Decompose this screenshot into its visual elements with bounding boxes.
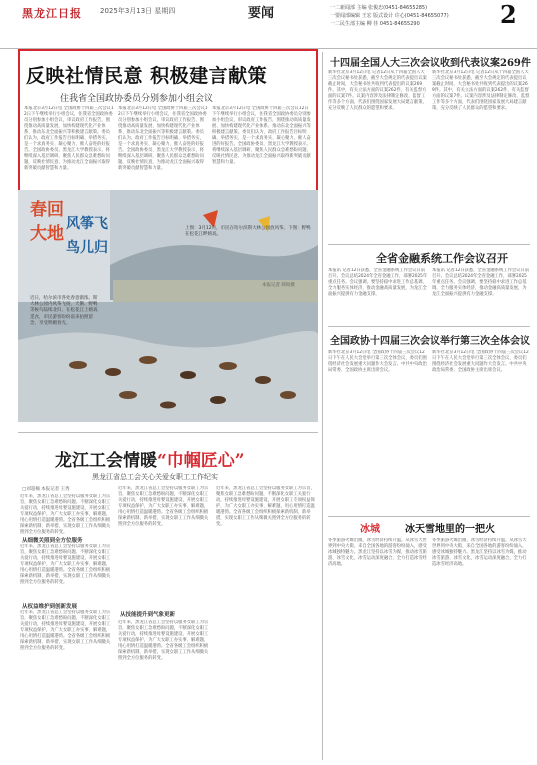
union-body: 近年来，黑龙江省总工会坚持以服务女职工为宗旨，聚焦女职工急难愁盼问题，不断深化女职工关爱行动，持续推进母婴设施建设，开展女职工专项权益保护，为广大女职工办实事、解难题，用心用情打造温暖港湾。全省各级工会组织积极探索新机制、新举措，实现女职工工作从细微关照到全方位服务的转变。 <box>20 610 111 651</box>
union-subhead: 从技能提升到气象更新 <box>120 612 176 618</box>
lead-subheadline: 住我省全国政协委员分别参加小组会议 <box>60 94 214 104</box>
divider <box>18 432 318 433</box>
ice-banner-label: 冰城 <box>360 524 380 535</box>
lead-body-col-1: 本报北京3月12日电 全国政协十四届三次会议12日下午继续举行小组会议，住我省全国政协委员分别参加小组会议，审议政府工作报告，围绕推动高质量发展、加快构建现代化产业体系、推动东北全面振兴等积极建言献策。委员们认为，政府工作报告目标明确、举措务实，是一个求真务实、凝心聚力、催人奋进的好报告。全国政协委员、黑龙江大学教授表示，将继续深入基层调研，聚焦人民群众急难愁盼问题，反映社情民意，为推动龙江全面振兴取得新突破贡献智慧和力量。 <box>24 106 114 171</box>
ice-headline: 冰天雪地里的一把火 <box>405 524 495 535</box>
contact-line: 一二民生部主编 柳 佳 0451-84655290 <box>330 21 420 27</box>
npc-headline: 十四届全国人大三次会议收到代表议案269件 <box>330 58 531 69</box>
masthead <box>0 0 537 49</box>
cppcc-headline: 全国政协十四届三次会议举行第三次全体会议 <box>330 336 530 347</box>
union-headline-black: 龙江工会情暖 <box>55 451 157 471</box>
column-divider <box>322 52 323 760</box>
divider <box>328 244 530 245</box>
section-name: 要闻 <box>248 6 275 21</box>
page-number: 2 <box>500 0 517 29</box>
union-byline: □刘超楠 本报记者 王秀 <box>22 487 70 492</box>
finance-headline: 全省金融系统工作会议召开 <box>376 252 508 265</box>
dateline: 2025年3月13日 星期四 <box>100 7 176 15</box>
photo-text: 近日，哈尔滨市各处春意渐浓。斯大林公园内风筝飞扬，天鹅、野鸭等候鸟陆续北归，在松花江上嬉戏觅食，市民游客纷纷前来拍照留念，享受明媚春光。 <box>30 296 98 326</box>
ice-body: 冬季旅游火爆出圈，冰雪经济持续升温。从冰雪大世界到中央大街，来自全国各地的游客纷纷涌入，感受冰城独特魅力。黑龙江坚持以冰雪为媒，推动冰雪旅游、冰雪文化、冰雪运动深度融合，全力打造冰雪经济高地。 <box>328 538 427 567</box>
divider <box>328 516 530 517</box>
union-body: 近年来，黑龙江省总工会坚持以服务女职工为宗旨，聚焦女职工急难愁盼问题，不断深化女职工关爱行动，持续推进母婴设施建设，开展女职工专项权益保护，为广大女职工办实事、解难题，用心用情打造温暖港湾。全省各级工会组织积极探索新机制、新举措，实现女职工工作从细微关照到全方位服务的转变。 <box>20 494 111 534</box>
union-body: 近年来，黑龙江省总工会坚持以服务女职工为宗旨，聚焦女职工急难愁盼问题，不断深化女职工关爱行动，持续推进母婴设施建设，开展女职工专项权益保护，为广大女职工办实事、解难题，用心用情打造温暖港湾。全省各级工会组织积极探索新机制、新举措，实现女职工工作从细微关照到全方位服务的转变。 <box>118 486 209 527</box>
contact-line: 一二新闻部 主编 张俊忠(0451-84655285) <box>330 5 428 11</box>
union-subhead: 从细微关照到全方位服务 <box>22 538 83 544</box>
photo-caption: 上图：3月12日，市民在哈尔滨斯大林公园放风筝。下图：野鸭在松花江畔嬉戏。 <box>185 226 311 238</box>
photo-headline-kite: 风筝飞 鸟儿归 <box>66 216 108 256</box>
npc-body: 新华社北京3月12日电 记者12日从十四届全国人大三次会议秘书处获悉，截至大会规定的代表提出议案截止时间，大会秘书处共收到代表提出的议案269件。其中，有关立法方面的议案262件，有关监督方面的议案7件。议案内容涉及法律制定修改、监督工作等多个方面，代表们围绕国家发展大局建言献策，充分反映了人民群众的愿望和要求。 <box>328 70 427 111</box>
contact-line: 一要闻部编辑 王宏 版式设计 许心(0451-84655077) <box>330 13 449 19</box>
lead-body-col-3: 本报北京3月12日电 全国政协十四届三次会议12日下午继续举行小组会议，住我省全国政协委员分别参加小组会议，审议政府工作报告，围绕推动高质量发展、加快构建现代化产业体系、推动东北全面振兴等积极建言献策。委员们认为，政府工作报告目标明确、举措务实，是一个求真务实、凝心聚力、催人奋进的好报告。全国政协委员、黑龙江大学教授表示，将继续深入基层调研，聚焦人民群众急难愁盼问题，反映社情民意，为推动龙江全面振兴取得新突破贡献智慧和力量。 <box>212 106 311 165</box>
finance-body: 本报讯 记者12日获悉，全省金融系统工作会议日前召开。会议总结2024年全省金融工作，部署2025年重点任务。会议强调，要坚持稳中求进工作总基调，全力服务实体经济，推动金融高质量发展，为龙江全面振兴提供有力金融支撑。 <box>328 268 428 297</box>
union-body: 近年来，黑龙江省总工会坚持以服务女职工为宗旨，聚焦女职工急难愁盼问题，不断深化女职工关爱行动，持续推进母婴设施建设，开展女职工专项权益保护，为广大女职工办实事、解难题，用心用情打造温暖港湾。全省各级工会组织积极探索新机制、新举措，实现女职工工作从细微关照到全方位服务的转变。 <box>216 486 315 527</box>
cppcc-body: 新华社北京3月12日电 全国政协十四届三次会议12日下午在人民大会堂举行第三次全体会议，委员们围绕经济社会发展重大问题作大会发言。中共中央政治局常委、全国政协主席出席会议。 <box>432 350 529 373</box>
divider <box>328 326 530 327</box>
paper-name: 黑龙江日报 <box>22 7 82 20</box>
union-body: 近年来，黑龙江省总工会坚持以服务女职工为宗旨，聚焦女职工急难愁盼问题，不断深化女职工关爱行动，持续推进母婴设施建设，开展女职工专项权益保护，为广大女职工办实事、解难题，用心用情打造温暖港湾。全省各级工会组织积极探索新机制、新举措，实现女职工工作从细微关照到全方位服务的转变。 <box>118 620 209 661</box>
photo-credit: 本报记者 韩锐摄 <box>262 283 295 288</box>
lead-headline: 反映社情民意 积极建言献策 <box>26 65 268 87</box>
ice-body: 冬季旅游火爆出圈，冰雪经济持续升温。从冰雪大世界到中央大街，来自全国各地的游客纷纷涌入，感受冰城独特魅力。黑龙江坚持以冰雪为媒，推动冰雪旅游、冰雪文化、冰雪运动深度融合，全力打造冰雪经济高地。 <box>432 538 527 567</box>
union-subhead: 从权益维护到创新发展 <box>22 604 78 610</box>
lead-body-col-2: 本报北京3月12日电 全国政协十四届三次会议12日下午继续举行小组会议，住我省全国政协委员分别参加小组会议，审议政府工作报告，围绕推动高质量发展、加快构建现代化产业体系、推动东北全面振兴等积极建言献策。委员们认为，政府工作报告目标明确、举措务实，是一个求真务实、凝心聚力、催人奋进的好报告。全国政协委员、黑龙江大学教授表示，将继续深入基层调研，聚焦人民群众急难愁盼问题，反映社情民意，为推动龙江全面振兴取得新突破贡献智慧和力量。 <box>118 106 208 171</box>
union-headline-red: “巾帼匠心” <box>157 451 245 471</box>
cppcc-body: 新华社北京3月12日电 全国政协十四届三次会议12日下午在人民大会堂举行第三次全体会议，委员们围绕经济社会发展重大问题作大会发言。中共中央政治局常委、全国政协主席出席会议。 <box>328 350 427 373</box>
finance-body: 本报讯 记者12日获悉，全省金融系统工作会议日前召开。会议总结2024年全省金融工作，部署2025年重点任务。会议强调，要坚持稳中求进工作总基调，全力服务实体经济，推动金融高质量发展，为龙江全面振兴提供有力金融支撑。 <box>432 268 530 297</box>
union-body: 近年来，黑龙江省总工会坚持以服务女职工为宗旨，聚焦女职工急难愁盼问题，不断深化女职工关爱行动，持续推进母婴设施建设，开展女职工专项权益保护，为广大女职工办实事、解难题，用心用情打造温暖港湾。全省各级工会组织积极探索新机制、新举措，实现女职工工作从细微关照到全方位服务的转变。 <box>20 544 111 585</box>
photo-headline-spring: 春回大地 <box>30 200 64 244</box>
union-headline <box>55 446 245 471</box>
npc-body: 新华社北京3月12日电 记者12日从十四届全国人大三次会议秘书处获悉，截至大会规定的代表提出议案截止时间，大会秘书处共收到代表提出的议案269件。其中，有关立法方面的议案262件，有关监督方面的议案7件。议案内容涉及法律制定修改、监督工作等多个方面，代表们围绕国家发展大局建言献策，充分反映了人民群众的愿望和要求。 <box>432 70 530 111</box>
union-subheadline: 黑龙江省总工会关心关爱女职工工作纪实 <box>92 473 218 481</box>
